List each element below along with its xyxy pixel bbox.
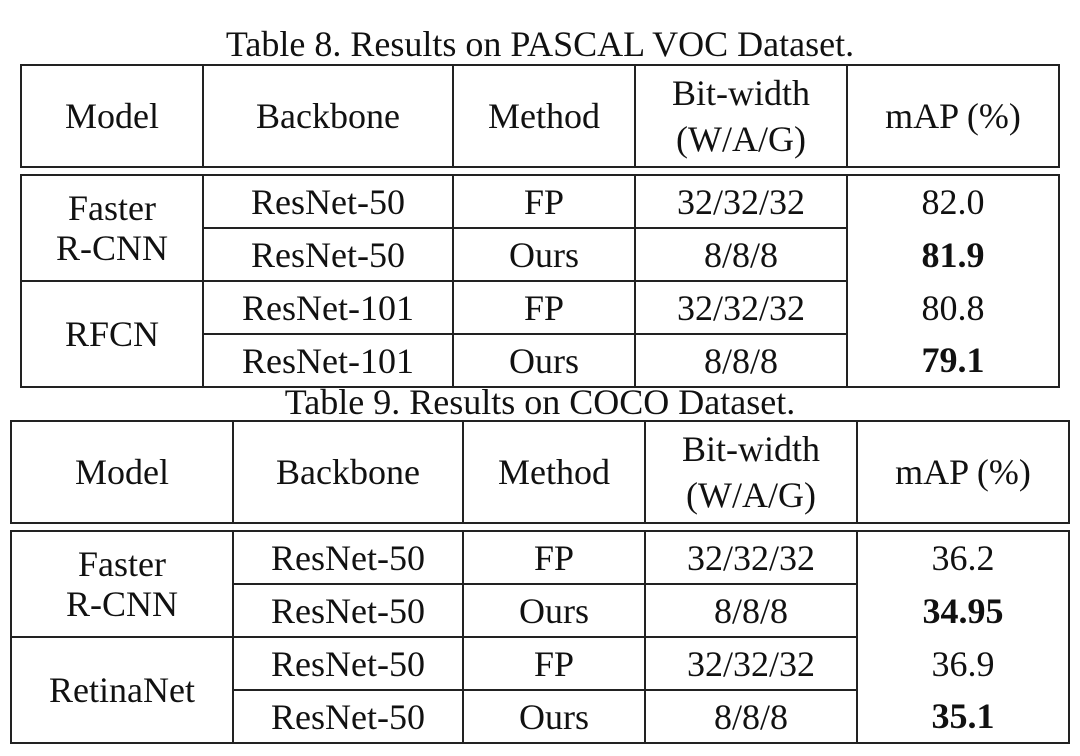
header-method: Method [463,421,645,523]
bitwidth-cell: 8/8/8 [635,228,847,281]
bitwidth-cell: 8/8/8 [635,334,847,387]
backbone-cell: ResNet-50 [233,690,463,743]
header-map: mAP (%) [847,65,1059,167]
method-cell: FP [453,281,635,334]
bitwidth-cell: 8/8/8 [645,584,857,637]
model-cell [11,531,233,637]
header-bitwidth-line2: (W/A/G) [686,475,816,515]
map-cell: 36.2 [857,531,1069,584]
header-model: Model [11,421,233,523]
model-line1: Faster [68,188,156,228]
table8-caption: Table 8. Results on PASCAL VOC Dataset. [225,24,855,64]
table9-header-row [11,421,1069,523]
map-cell: 36.9 [857,637,1069,690]
backbone-cell: ResNet-101 [203,281,453,334]
model-line1: Faster [78,544,166,584]
method-cell: Ours [463,690,645,743]
table9 [10,420,1070,744]
backbone-cell: ResNet-50 [233,531,463,584]
bitwidth-cell: 32/32/32 [635,281,847,334]
bitwidth-cell: 32/32/32 [645,637,857,690]
table8 [20,64,1060,388]
header-backbone: Backbone [203,65,453,167]
method-cell: Ours [463,584,645,637]
backbone-cell: ResNet-50 [233,637,463,690]
header-model: Model [21,65,203,167]
header-map: mAP (%) [857,421,1069,523]
table9-caption: Table 9. Results on COCO Dataset. [284,382,796,422]
map-cell: 35.1 [857,690,1069,743]
backbone-cell: ResNet-50 [203,228,453,281]
table8-header-row [21,65,1059,167]
map-cell: 82.0 [847,175,1059,228]
bitwidth-cell: 32/32/32 [635,175,847,228]
map-cell: 79.1 [847,334,1059,387]
header-backbone: Backbone [233,421,463,523]
method-cell: FP [453,175,635,228]
model-line2: R-CNN [65,584,178,624]
map-cell: 34.95 [857,584,1069,637]
method-cell: Ours [453,228,635,281]
map-cell: 80.8 [847,281,1059,334]
header-bitwidth [645,421,857,523]
model-line2: R-CNN [55,228,168,268]
bitwidth-cell: 32/32/32 [645,531,857,584]
header-bitwidth-line1: Bit-width [681,429,820,469]
backbone-cell: ResNet-50 [203,175,453,228]
header-bitwidth-line2: (W/A/G) [676,119,806,159]
backbone-cell: ResNet-101 [203,334,453,387]
header-bitwidth [635,65,847,167]
bitwidth-cell: 8/8/8 [645,690,857,743]
backbone-cell: ResNet-50 [233,584,463,637]
model-cell: RFCN [21,281,203,387]
model-cell [21,175,203,281]
table-row [21,175,1059,228]
method-cell: FP [463,531,645,584]
model-cell: RetinaNet [11,637,233,743]
map-cell: 81.9 [847,228,1059,281]
method-cell: Ours [453,334,635,387]
header-bitwidth-line1: Bit-width [671,73,810,113]
table-row [21,281,1059,334]
table-row [11,637,1069,690]
method-cell: FP [463,637,645,690]
header-method: Method [453,65,635,167]
table-row [11,531,1069,584]
